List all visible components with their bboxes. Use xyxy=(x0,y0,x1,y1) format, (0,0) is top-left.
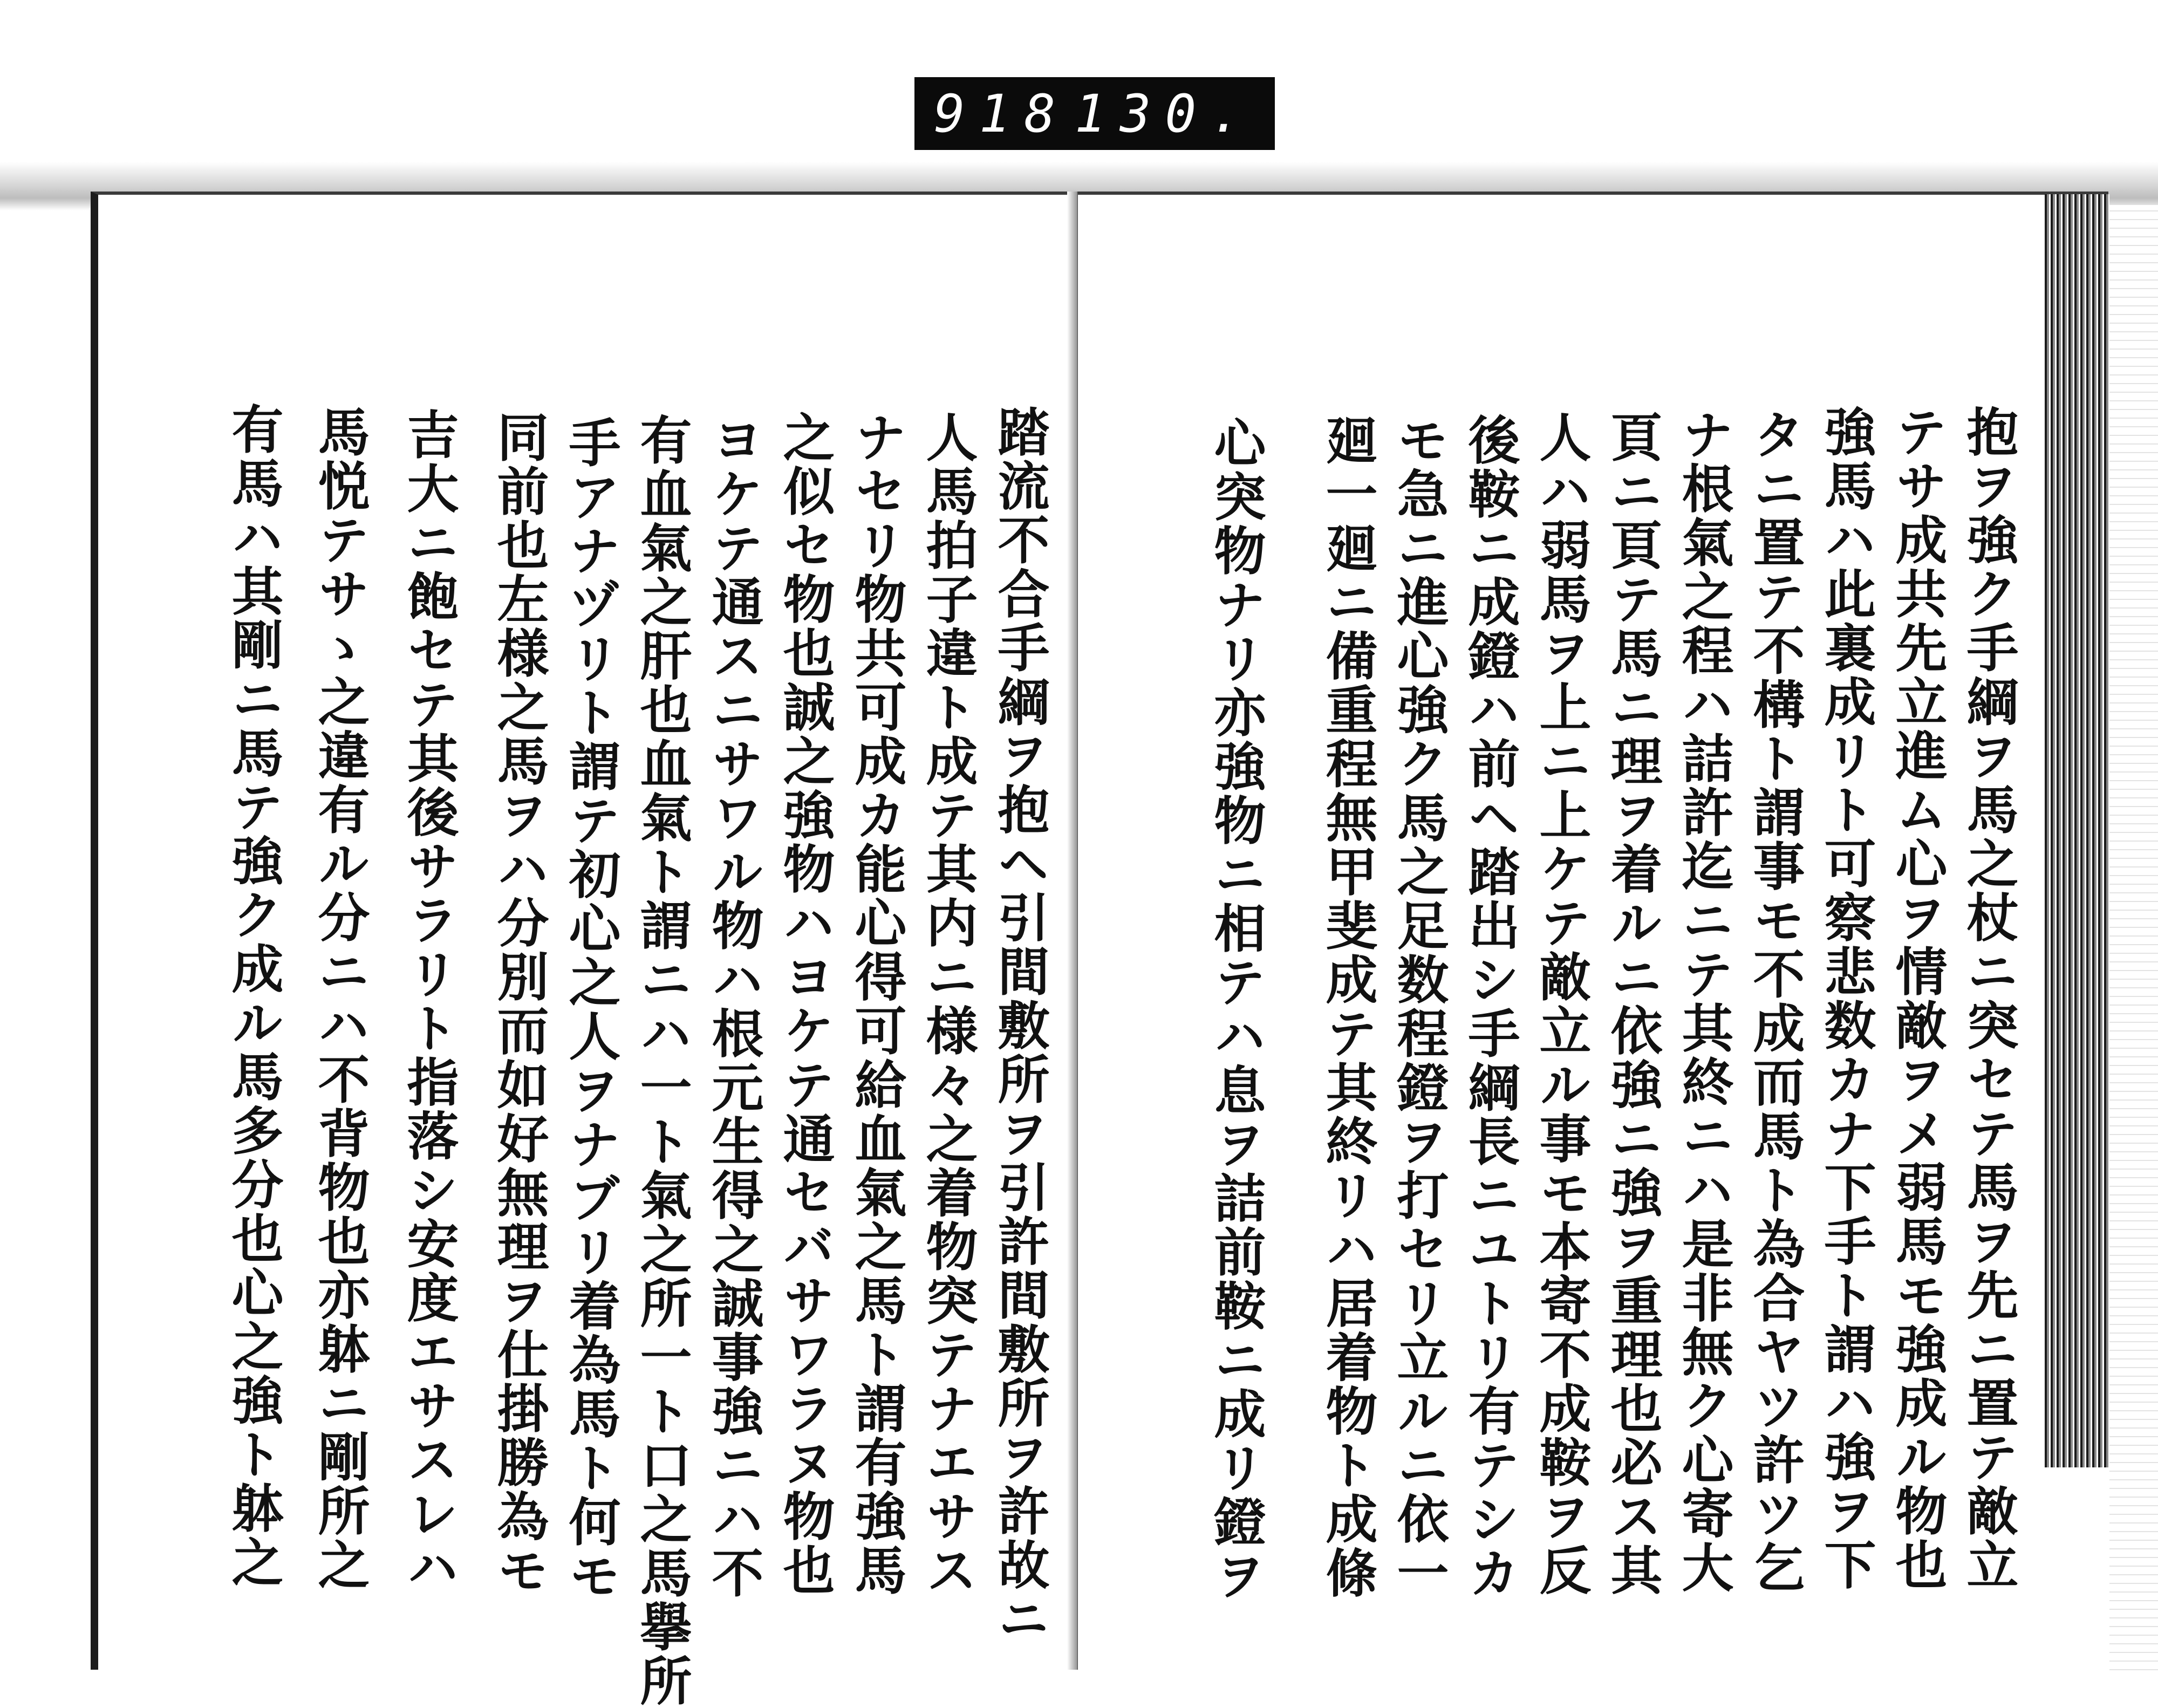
left-column-1: 踏流不合手綱ヲ抱ヘ引間敷所ヲ引許間敷所ヲ許故ニ xyxy=(989,405,1050,1646)
left-column-7: 手アナヅリト謂テ初心之人ヲナブリ着為馬ト何モ xyxy=(561,416,622,1603)
right-page xyxy=(1078,192,2108,1670)
scan-margin xyxy=(2109,205,2158,1678)
left-column-4: 之似セ物也誠之強物ハヨケテ通セバサワラヌ物也 xyxy=(775,411,836,1597)
left-column-2: 人馬拍子違ト成テ其内ニ様々之着物突テナエサス xyxy=(918,411,979,1597)
right-column-10: 廻一廻ニ備重程無甲斐成テ其終リハ居着物ト成條 xyxy=(1317,413,1378,1600)
right-column-6: 頁ニ頁テ馬ニ理ヲ着ルニ依強ニ強ヲ重理也必ス其 xyxy=(1602,411,1663,1597)
right-column-11: 心突物ナリ亦強物ニ相テハ息ヲ詰前鞍ニ成リ鐙ヲ xyxy=(1206,416,1267,1603)
right-column-4: タニ置テ不構ト謂事モ不成而馬ト為合ヤツ許ツ乞 xyxy=(1745,408,1806,1595)
left-column-9: 吉大ニ飽セテ其後サラリト指落シ安度エサスレハ xyxy=(399,408,460,1595)
right-column-5: ナ根氣之程ハ詰許迄ニテ其終ニハ是非無ク心寄大 xyxy=(1674,408,1734,1595)
right-column-1: 抱ヲ強ク手綱ヲ馬之杖ニ突セテ馬ヲ先ニ置テ敵立 xyxy=(1958,405,2019,1592)
archive-page-number: 130. xyxy=(1074,83,1255,144)
archive-volume-number: 918 xyxy=(934,83,1070,144)
open-book xyxy=(91,192,2108,1708)
right-column-7: 人ハ弱馬ヲ上ニ上ケテ敵立ル事モ本寄不成鞍ヲ反 xyxy=(1531,411,1592,1597)
right-column-9: モ急ニ進心強ク馬之足数程鐙ヲ打セリ立ルニ依一 xyxy=(1389,413,1450,1600)
book-page-edges xyxy=(2045,194,2109,1467)
right-column-3: 強馬ハ此裏成リト可察悲数カナ下手ト謂ハ強ヲ下 xyxy=(1816,405,1877,1592)
left-column-5: ヨケテ通スニサワル物ハ根元生得之誠事強ニハ不 xyxy=(704,413,764,1600)
right-column-2: テサ成共先立進ム心ヲ情敵ヲメ弱馬モ強成ル物也 xyxy=(1887,405,1948,1592)
left-page xyxy=(91,192,1075,1708)
left-column-6: 有血氣之肝也血氣ト謂ニハ一ト氣之所一ト口之馬擧所 xyxy=(632,413,693,1708)
archive-number-label xyxy=(914,77,1275,150)
right-column-8: 後鞍ニ成鐙ハ前ヘ踏出シ手綱長ニユトリ有テシカ xyxy=(1460,413,1521,1600)
left-column-3: ナセリ物共可成カ能心得可給血氣之馬ト謂有強馬 xyxy=(846,411,907,1597)
left-column-8: 同前也左様之馬ヲハ分別而如好無理ヲ仕掛勝為モ xyxy=(489,411,550,1597)
left-column-11: 有馬ハ其剛ニ馬テ強ク成ル馬多分也心之強ト躰之 xyxy=(223,402,284,1589)
left-column-10: 馬悦テサゝ之違有ル分ニハ不背物也亦躰ニ剛所之 xyxy=(310,405,371,1592)
